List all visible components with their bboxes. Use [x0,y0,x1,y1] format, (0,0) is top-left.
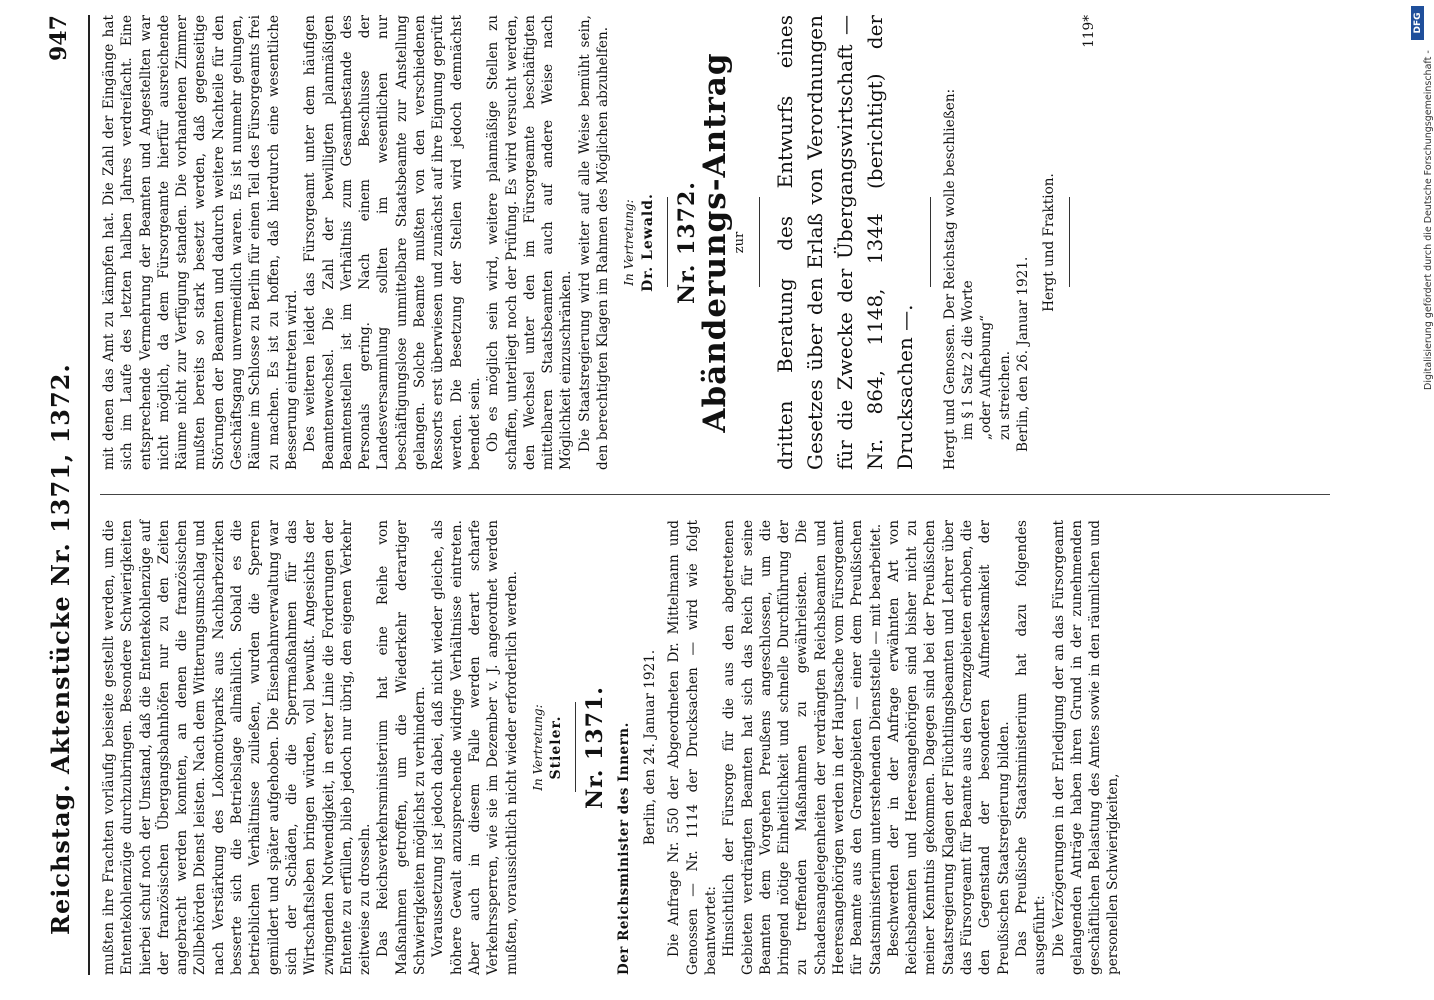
sheet-mark: 119* [1080,15,1097,48]
motion-clause-block [959,15,1014,470]
signature-block [620,15,657,470]
separator-rule [667,198,668,288]
document-number: Nr. 1371. [582,686,609,809]
paragraph: Das Reichsverkehrsministerium hat eine Reihe von Maßnahmen getroffen, um die Wiederkehr derartiger Schwierigkeiten möglichst zu verhindern. [375,520,429,975]
separator-rule [1069,198,1070,288]
motion-subject: dritten Beratung des Entwurfs eines Gesetzes über den Erlaß von Verordnungen für die Zwecke der Übergangswirtschaft — Nr. 864, 1148, 1344 (berichtigt) der Drucksachen —. [772,15,917,470]
signature-name: Stieler. [548,715,565,780]
header-rule [88,15,90,975]
paragraph: Voraussetzung ist jedoch dabei, daß nicht wieder gleiche, als höhere Gewalt anzusprechende widrige Verhältnisse eintreten. Aber auch in diesem Falle werden derart scharfe Verkehrssperren, wie sie im Dezember v. J. angeordnet werden mußten, voraussichtlich nicht wieder erforderlich werden. [430,520,520,975]
motion-quote: „oder Aufhebung“ [978,314,995,440]
signature-label: In Vertretung: [622,199,637,286]
page-header [38,15,86,975]
motion-signers: Hergt und Fraktion. [1041,173,1058,312]
running-head: Reichstag. Aktenstücke Nr. 1371, 1372. [46,363,75,935]
separator-rule [759,198,760,288]
paragraph: Beschwerden der in der Anfrage erwähnten Art von Reichsbeamten und Heeresangehörigen sind bisher nicht zu meiner Kenntnis gekommen. Dagegen sind bei der Preußischen Staatsregierung Klagen der Flüchtlingsbeamten und Lehrer über das Fürsorgeamt für Beamte aus den Grenzgebieten erhoben, die den Gegenstand der besonderen Aufmerksamkeit der Preußischen Staatsregierung bilden. [885,520,1012,975]
document-date: Berlin, den 24. Januar 1921. [642,649,659,846]
column-divider [100,494,1330,495]
signature-label: In Vertretung: [530,704,545,791]
digitization-credit: Digitalisierung gefördert durch die Deutsche Forschungsgemeinschaft - [1423,50,1434,390]
paragraph: Die Anfrage Nr. 550 der Abgeordneten Dr. Mittelmann und Genossen — Nr. 1114 der Drucksachen — wird wie folgt beantwortet: [666,520,719,975]
motion-date: Berlin, den 26. Januar 1921. [1014,256,1031,452]
page-number: 947 [46,15,72,61]
motion-intro: Hergt und Genossen. Der Reichstag wolle beschließen: [941,88,958,470]
document-number: Nr. 1372. [673,181,700,304]
motion-title: Abänderungs-Antrag [697,52,734,433]
paragraph: Das Preußische Staatsministerium hat dazu folgendes ausgeführt: [1013,520,1049,975]
signature-block [529,520,566,975]
motion-action: zu streichen. [996,350,1013,440]
motion-zur: zur [731,231,747,254]
left-column [100,520,1123,975]
signature-name: Dr. Lewald. [639,193,656,292]
motion-clause: im § 1 Satz 2 die Worte [960,280,977,440]
rotated-page-content [38,15,1418,975]
paragraph: Hinsichtlich der Fürsorge für die aus den abgetretenen Gebieten verdrängten Beamten hat sich das Reich für seine Beamten dem Vorgehen Preußens angeschlossen, um die bringend nötige Einheitlichkeit und schnelle Durchführung der zu treffenden Maßnahmen zu gewährleisten. Die Schadensangelegenheiten der verdrängten Reichsbeamten und Heeresangehörigen werden in der Hauptsache vom Fürsorgeamt für Beamte aus den Grenzgebieten — einer dem Preußischen Staatsministerium unterstehenden Dienststelle — mit bearbeitet. [721,520,884,975]
separator-rule [575,703,576,793]
paragraph: Die Staatsregierung wird weiter auf alle Weise bemüht sein, den berechtigten Klagen im Rahmen des Möglichen abzuhelfen. [576,15,612,470]
paragraph: mußten ihre Frachten vorläufig beiseite gestellt werden, um die Ententekohlenzüge durchzubringen. Besondere Schwierigkeiten hierbei schuf noch der Umstand, daß die Ententekohlenzüge auf der französischen Übergangsbahnhöfen nur zu den Zeiten angebracht werden konnten, an denen die französischen Zollbehörden Dienst leisten. Nach dem Witterungsumschlag und nach Verstärkung des Lokomotivparks aus Nachbarbezirken besserte sich die Betriebslage allmählich. Sobald es die betrieblichen Verhältnisse zuließen, wurden die Sperren gemildert und später aufgehoben. Die Eisenbahnverwaltung war sich der Schäden, die die Sperrmaßnahmen für das Wirtschaftsleben bringen würden, voll bewußt. Angesichts der zwingenden Notwendigkeit, in erster Linie die Forderungen der Entente zu erfüllen, blieb jedoch nur übrig, den eigenen Verkehr zeitweise zu drosseln. [101,520,374,975]
document-sender: Der Reichsminister des Innern. [615,722,632,975]
right-column [100,15,1098,470]
dfg-sidebar [1410,0,1434,1000]
dfg-logo [1411,6,1424,40]
paragraph: Die Verzögerungen in der Erledigung der an das Fürsorgeamt gelangenden Anträge haben ihren Grund in der zunehmenden geschäftlichen Belastung des Amtes sowie in den räumlichen und personellen Schwierigkeiten, [1050,520,1122,975]
paragraph: Des weiteren leidet das Fürsorgeamt unter dem häufigen Beamtenwechsel. Die Zahl der bewilligten planmäßigen Beamtenstellen ist im Verhältnis zum Gesamtbestande des Personals gering. Nach einem Beschlusse der Landesversammlung sollten im wesentlichen nur beschäftigungslose unmittelbare Staatsbeamte zur Anstellung gelangen. Solche Beamte mußten von den verschiedenen Ressorts erst überwiesen und zunächst auf ihre Eignung geprüft werden. Die Besetzung der Stellen wird jedoch demnächst beendet sein. [302,15,483,470]
dfg-logo-text: DFG [1412,12,1423,34]
paragraph: Ob es möglich sein wird, weitere planmäßige Stellen zu schaffen, unterliegt noch der Prüfung. Es wird versucht werden, den Wechsel unter den im Fürsorgeamte beschäftigten mittelbaren Staatsbeamten auch auf andere Weise nach Möglichkeit einzuschränken. [485,15,575,470]
separator-rule [930,198,931,288]
paragraph: mit denen das Amt zu kämpfen hat. Die Zahl der Eingänge hat sich im Laufe des letzten halben Jahres verdreifacht. Eine entsprechende Vermehrung der Beamten und Angestellten war nicht möglich, da dem Fürsorgeamte hierfür ausreichende Räume nicht zur Verfügung standen. Die vorhandenen Zimmer mußten bereits so stark besetzt werden, daß gegenseitige Störungen der Beamten und dadurch weitere Nachteile für den Geschäftsgang unvermeidlich waren. Es ist nunmehr gelungen, Räume im Schlosse zu Berlin für einen Teil des Fürsorgeamts frei zu machen. Es ist zu hoffen, daß hierdurch eine wesentliche Besserung eintreten wird. [101,15,300,470]
